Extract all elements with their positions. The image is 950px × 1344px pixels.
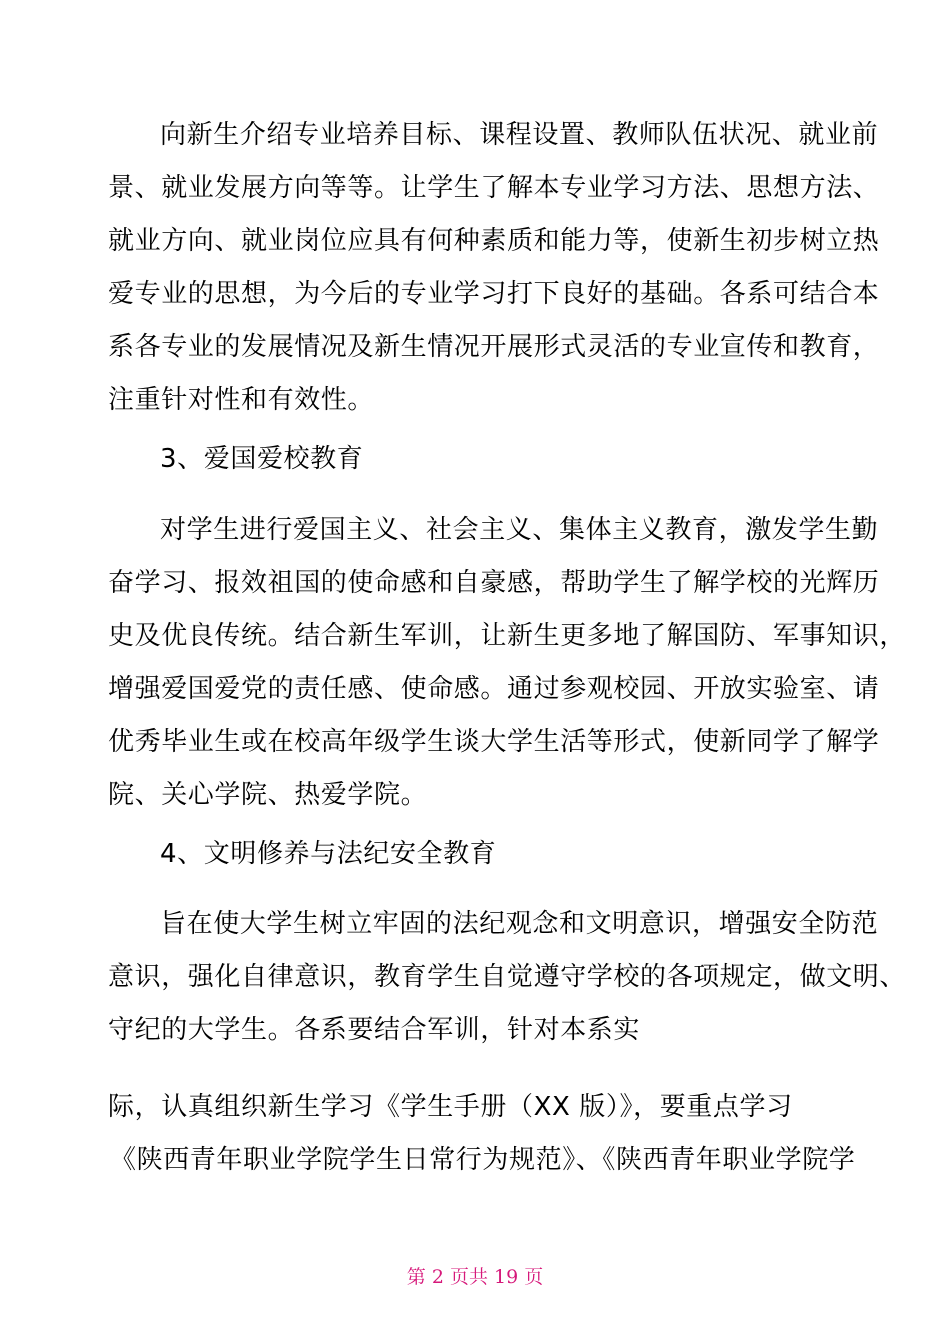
page-number-footer: 第 2 页共 19 页 [406,1266,544,1288]
paragraph-line: 院、关心学院、热爱学院。 [108,780,428,810]
paragraph-line: 优秀毕业生或在校高年级学生谈大学生活等形式，使新同学了解学 [108,727,880,757]
paragraph-line: 爱专业的思想，为今后的专业学习打下良好的基础。各系可结合本 [108,279,880,309]
paragraph-line: 奋学习、报效祖国的使命感和自豪感，帮助学生了解学校的光辉历 [108,568,880,598]
paragraph-line: 对学生进行爱国主义、社会主义、集体主义教育，激发学生勤 [160,515,879,545]
paragraph-line: 史及优良传统。结合新生军训，让新生更多地了解国防、军事知识， [108,621,907,651]
paragraph-line: 增强爱国爱党的责任感、使命感。通过参观校园、开放实验室、请 [108,674,880,704]
paragraph-line: 向新生介绍专业培养目标、课程设置、教师队伍状况、就业前 [160,120,879,150]
paragraph-line: 注重针对性和有效性。 [108,385,375,415]
paragraph-line: 守纪的大学生。各系要结合军训，针对本系实 [108,1015,641,1045]
section-heading: 3、爱国爱校教育 [160,444,364,474]
paragraph-line: 系各专业的发展情况及新生情况开展形式灵活的专业宣传和教育， [108,332,880,362]
paragraph-line: 旨在使大学生树立牢固的法纪观念和文明意识，增强安全防范 [160,909,879,939]
paragraph-line: 际，认真组织新生学习《学生手册（XX 版）》，要重点学习 [108,1092,793,1122]
paragraph-line: 景、就业发展方向等等。让学生了解本专业学习方法、思想方法、 [108,173,880,203]
paragraph-line: 就业方向、就业岗位应具有何种素质和能力等，使新生初步树立热 [108,226,880,256]
paragraph-line: 意识，强化自律意识，教育学生自觉遵守学校的各项规定，做文明、 [108,962,907,992]
section-heading: 4、文明修养与法纪安全教育 [160,839,497,869]
paragraph-line: 《陕西青年职业学院学生日常行为规范》、《陕西青年职业学院学 [110,1145,856,1175]
